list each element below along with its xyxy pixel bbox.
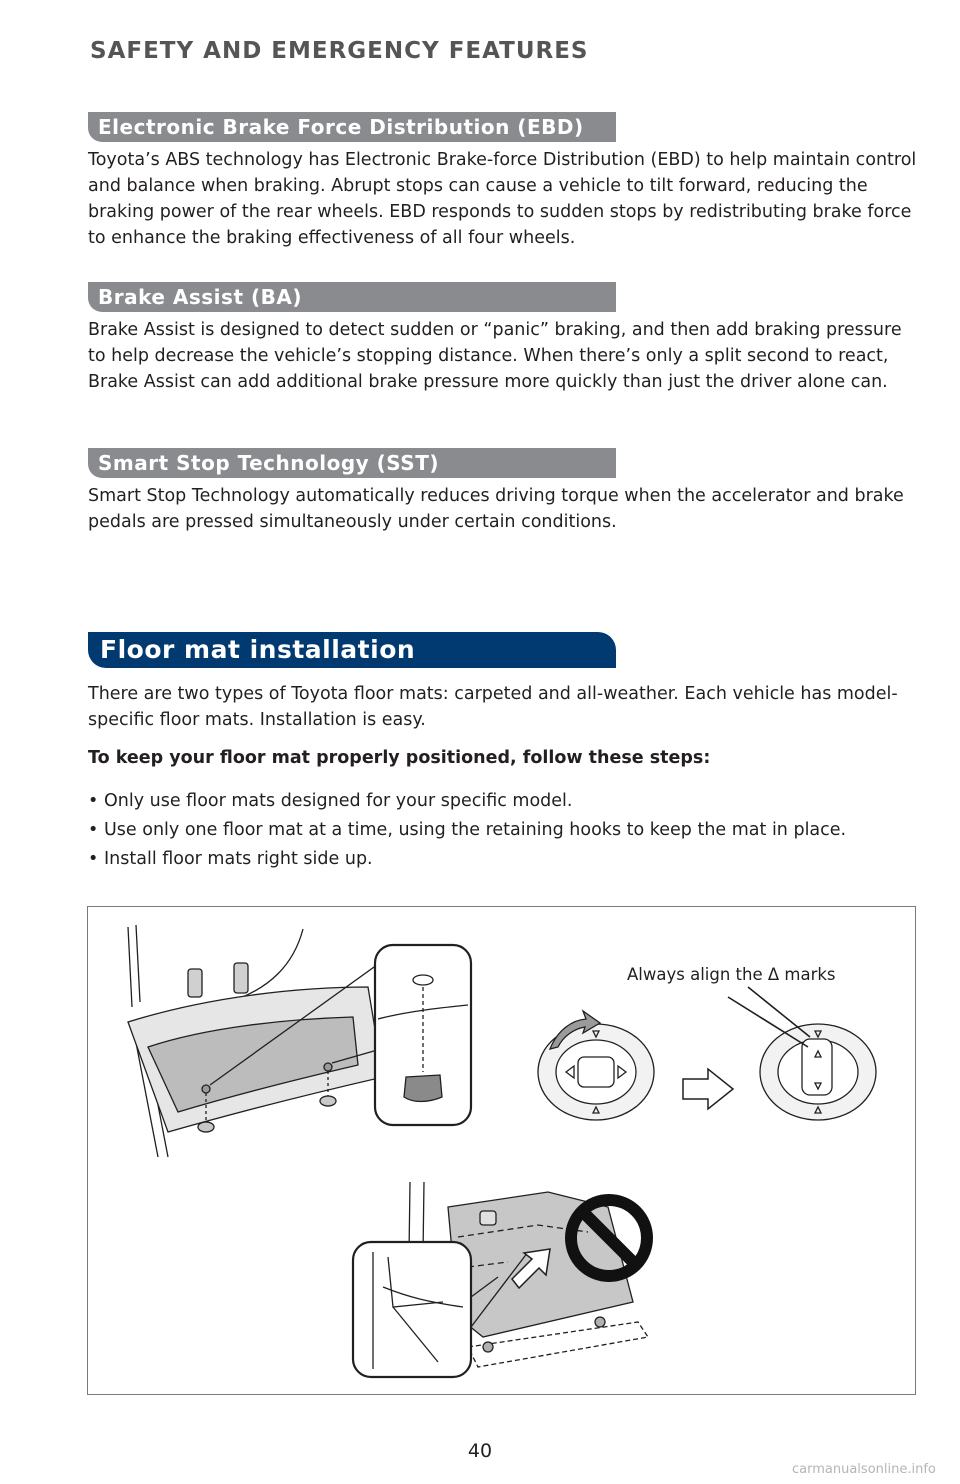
section-heading-ebd: Electronic Brake Force Distribution (EBD) bbox=[88, 112, 616, 142]
floor-mat-steps-title: To keep your floor mat properly positioned, follow these steps: bbox=[88, 748, 711, 768]
floor-mat-intro: There are two types of Toyota floor mats: carpeted and all-weather. Each vehicle has model-specific floor mats. Installation is easy. bbox=[88, 684, 898, 730]
rotate-arrow-icon bbox=[538, 1011, 654, 1120]
floor-mat-steps-list bbox=[88, 788, 908, 875]
list-item: • Use only one floor mat at a time, using the retaining hooks to keep the mat in place. bbox=[88, 817, 908, 843]
section-heading-sst: Smart Stop Technology (SST) bbox=[88, 448, 616, 478]
aligned-hook-icon bbox=[728, 987, 876, 1120]
page-number: 40 bbox=[467, 1440, 493, 1462]
section-body-ebd: Toyota’s ABS technology has Electronic Brake-force Distribution (EBD) to help maintain control and balance when braking. Abrupt stops can cause a vehicle to tilt forward, reducing the braking power of the rear wheels. EBD responds to sudden stops by redistributing brake force to enhance the braking effectiveness of all four wheels. bbox=[88, 150, 917, 248]
list-item: • Only use floor mats designed for your specific model. bbox=[88, 788, 908, 814]
section-heading-floor-mat: Floor mat installation bbox=[88, 632, 616, 668]
floor-mat-hook-icon bbox=[128, 925, 471, 1157]
watermark: carmanualsonline.info bbox=[792, 1462, 936, 1477]
figure-caption: Always align the Δ marks bbox=[627, 965, 836, 984]
section-body-sst: Smart Stop Technology automatically reduces driving torque when the accelerator and brake pedals are pressed simultaneously under certain conditions. bbox=[88, 486, 904, 532]
section-heading-ba: Brake Assist (BA) bbox=[88, 282, 616, 312]
page-header: SAFETY AND EMERGENCY FEATURES bbox=[90, 38, 589, 64]
list-item: • Install floor mats right side up. bbox=[88, 846, 908, 872]
right-arrow-icon bbox=[683, 1069, 733, 1109]
section-body-ba: Brake Assist is designed to detect sudden or “panic” braking, and then add braking pressure to help decrease the vehicle’s stopping distance. When there’s only a split second to react, Brake Assist can add additional brake pressure more quickly than just the driver alone can. bbox=[88, 320, 902, 392]
